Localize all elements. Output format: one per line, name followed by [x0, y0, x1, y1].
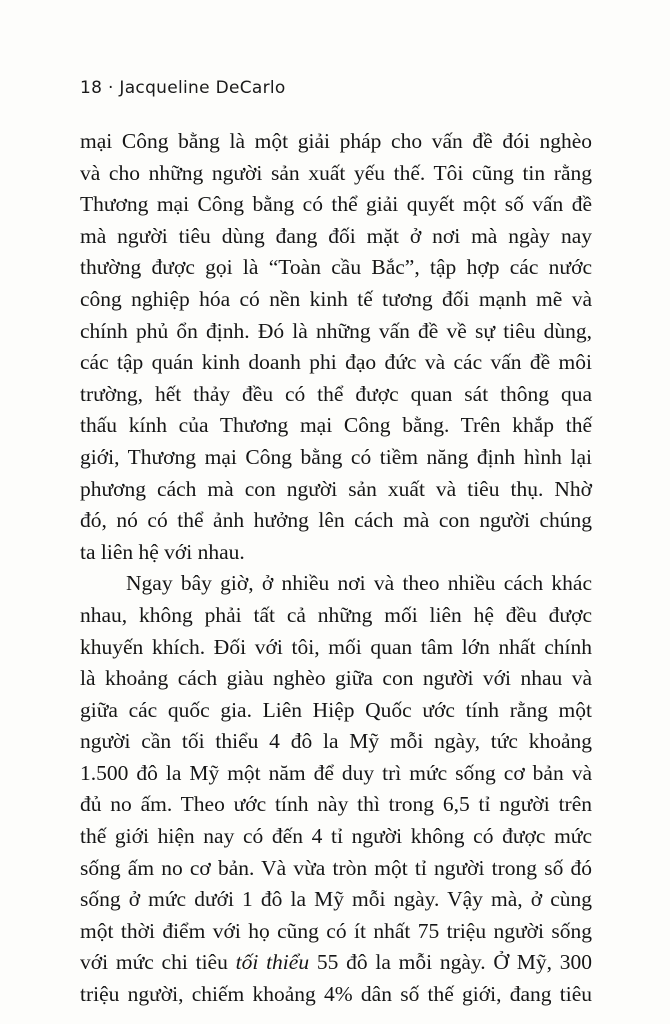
text-line: người cần tối thiểu 4 đô la Mỹ mỗi ngày, tức khoảng [80, 729, 592, 754]
text-line: đủ no ấm. Theo ước tính này thì trong 6,5 tỉ người trên [80, 792, 592, 817]
text-line: là khoảng cách giàu nghèo giữa con người với nhau và [80, 666, 592, 691]
text-line: triệu người, chiếm khoảng 4% dân số thế giới, đang tiêu [80, 982, 592, 1007]
text-line: giới, Thương mại Công bằng có tiềm năng định hình lại [80, 444, 592, 469]
running-header [80, 78, 286, 98]
text-line: sống ấm no cơ bản. Và vừa tròn một tỉ người trong số đó [80, 855, 592, 880]
text-line: Ngay bây giờ, ở nhiều nơi và theo nhiều cách khác [126, 571, 592, 596]
text-line: các tập quán kinh doanh phi đạo đức và các vấn đề môi [80, 350, 592, 375]
text-line-italic [80, 947, 592, 979]
text-line: giữa các quốc gia. Liên Hiệp Quốc ước tính rằng một [80, 697, 592, 722]
text-line: chính phủ ổn định. Đó là những vấn đề về sự tiêu dùng, [80, 318, 592, 343]
text-line: thường được gọi là “Toàn cầu Bắc”, tập hợp các nước [80, 255, 592, 280]
author-name: Jacqueline DeCarlo [119, 78, 286, 98]
italic-emphasis: tối thiểu [235, 950, 310, 975]
text-line: thế giới hiện nay có đến 4 tỉ người không có được mức [80, 824, 592, 849]
text-line: trường, hết thảy đều có thể được quan sát thông qua [80, 381, 592, 406]
text-line: một thời điểm với họ cũng có ít nhất 75 triệu người sống [80, 918, 592, 943]
text-line: Thương mại Công bằng có thể giải quyết một số vấn đề [80, 192, 592, 217]
text-line: 1.500 đô la Mỹ một năm để duy trì mức sống cơ bản và [80, 760, 592, 785]
paragraph-2 [80, 568, 592, 947]
text-line: công nghiệp hóa có nền kinh tế tương đối mạnh mẽ và [80, 286, 592, 311]
text-line: phương cách mà con người sản xuất và tiêu thụ. Nhờ [80, 476, 592, 501]
page-number: 18 [80, 78, 103, 98]
text-line: mại Công bằng là một giải pháp cho vấn đề đói nghèo [80, 129, 592, 153]
paragraph-1 [80, 126, 592, 568]
text-segment: 55 đô la mỗi ngày. Ở Mỹ, 300 [309, 950, 592, 975]
text-line: và cho những người sản xuất yếu thế. Tôi cũng tin rằng [80, 160, 592, 185]
text-segment: với mức chi tiêu [80, 950, 236, 975]
text-line: mà người tiêu dùng đang đối mặt ở nơi mà ngày nay [80, 223, 592, 248]
text-line: khuyến khích. Đối với tôi, mối quan tâm lớn nhất chính [80, 634, 592, 659]
text-line: nhau, không phải tất cả những mối liên hệ đều được [80, 602, 592, 627]
body-text [80, 126, 592, 1011]
text-line: ta liên hệ với nhau. [80, 539, 245, 564]
header-separator: · [107, 78, 114, 98]
text-line: đó, nó có thể ảnh hưởng lên cách mà con người chúng [80, 508, 592, 533]
text-line: sống ở mức dưới 1 đô la Mỹ mỗi ngày. Vậy mà, ở cùng [80, 887, 592, 912]
text-line: thấu kính của Thương mại Công bằng. Trên khắp thế [80, 413, 592, 438]
